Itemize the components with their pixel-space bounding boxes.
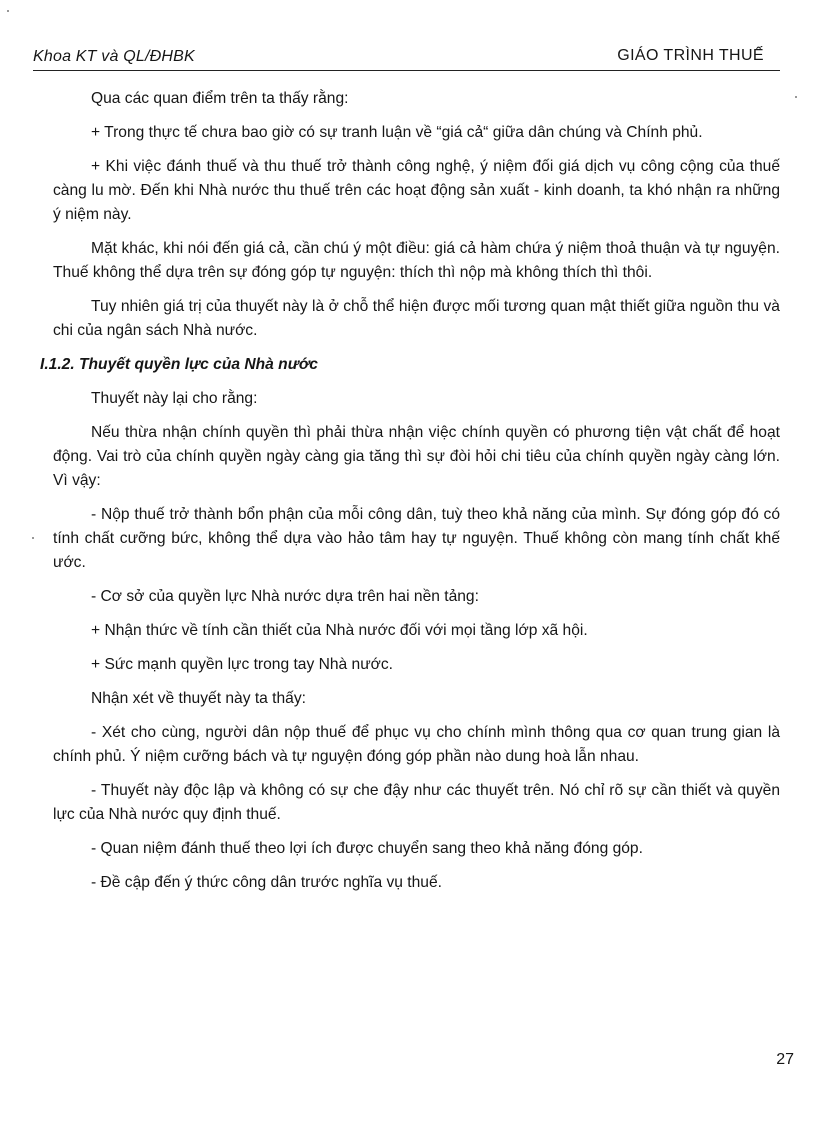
paragraph: + Khi việc đánh thuế và thu thuế trở thành công nghệ, ý niệm đối giá dịch vụ công cộng của thuế càng lu mờ. Đến khi Nhà nước thu thuế trên các hoạt động sản xuất - kinh doanh, ta khó nhận ra những ý niệm này. bbox=[53, 158, 780, 223]
scan-speck bbox=[7, 10, 9, 12]
paragraph: + Sức mạnh quyền lực trong tay Nhà nước. bbox=[91, 656, 394, 673]
paragraph: Mặt khác, khi nói đến giá cả, cần chú ý một điều: giá cả hàm chứa ý niệm thoả thuận và tự nguyện. Thuế không thể dựa trên sự đóng góp tự nguyện: thích thì nộp mà không thích thì thôi. bbox=[53, 240, 780, 281]
header-book-title: GIÁO TRÌNH THUẾ bbox=[617, 47, 764, 64]
paragraph: - Cơ sở của quyền lực Nhà nước dựa trên hai nền tảng: bbox=[91, 588, 479, 605]
section-heading: I.1.2. Thuyết quyền lực của Nhà nước bbox=[40, 356, 318, 373]
header-faculty: Khoa KT và QL/ĐHBK bbox=[33, 48, 195, 65]
body-text bbox=[40, 87, 780, 905]
paragraph: Qua các quan điểm trên ta thấy rằng: bbox=[91, 90, 349, 107]
paragraph: Nếu thừa nhận chính quyền thì phải thừa nhận việc chính quyền có phương tiện vật chất để hoạt động. Vai trò của chính quyền ngày càng gia tăng thì sự đòi hỏi chi tiêu của chính quyền ngày càng lớn. Vì vậy: bbox=[53, 424, 780, 489]
scan-speck bbox=[795, 96, 797, 98]
paragraph: + Nhận thức về tính cần thiết của Nhà nước đối với mọi tầng lớp xã hội. bbox=[91, 622, 588, 639]
paragraph: - Xét cho cùng, người dân nộp thuế để phục vụ cho chính mình thông qua cơ quan trung gian là chính phủ. Ý niệm cưỡng bách và tự nguyện đóng góp phần nào dung hoà lẫn nhau. bbox=[53, 724, 780, 765]
paragraph: Tuy nhiên giá trị của thuyết này là ở chỗ thể hiện được mối tương quan mật thiết giữa nguồn thu và chi của ngân sách Nhà nước. bbox=[53, 298, 780, 339]
paragraph: Thuyết này lại cho rằng: bbox=[91, 390, 258, 407]
paragraph: + Trong thực tế chưa bao giờ có sự tranh luận về “giá cả“ giữa dân chúng và Chính phủ. bbox=[91, 124, 703, 141]
header-rule bbox=[33, 70, 780, 71]
paragraph: - Thuyết này độc lập và không có sự che đậy như các thuyết trên. Nó chỉ rõ sự cần thiết và quyền lực của Nhà nước quy định thuế. bbox=[53, 782, 780, 823]
paragraph: - Đề cập đến ý thức công dân trước nghĩa vụ thuế. bbox=[91, 874, 442, 891]
paragraph: - Quan niệm đánh thuế theo lợi ích được chuyển sang theo khả năng đóng góp. bbox=[91, 840, 643, 857]
page-number: 27 bbox=[776, 1051, 794, 1068]
paragraph: - Nộp thuế trở thành bổn phận của mỗi công dân, tuỳ theo khả năng của mình. Sự đóng góp đó có tính chất cưỡng bức, không thể dựa vào hảo tâm hay tự nguyện. Thuế không còn mang tính chất khế ước. bbox=[53, 506, 780, 571]
paragraph: Nhận xét về thuyết này ta thấy: bbox=[91, 690, 306, 707]
scan-speck bbox=[32, 537, 34, 539]
